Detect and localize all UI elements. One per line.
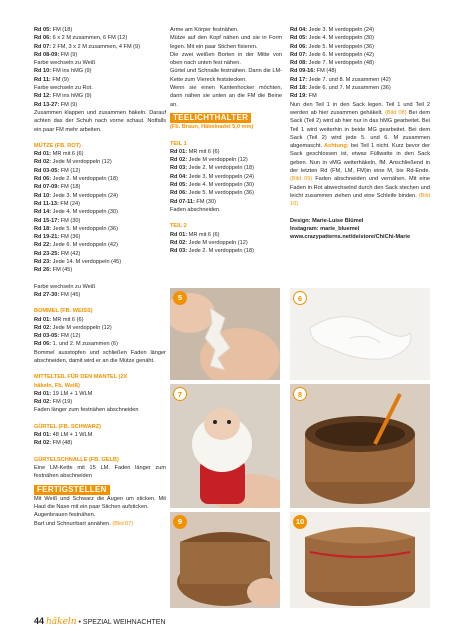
round-text: FM (48): [315, 68, 337, 75]
round-instruction: [34, 316, 166, 324]
round-label: Rd 07-09:: [34, 184, 60, 191]
photo-step-10: [290, 512, 430, 608]
rounds-list: [34, 26, 166, 109]
round-text: FM (30): [59, 217, 81, 224]
round-text: Farbe wechseln zu Rot.: [34, 85, 93, 92]
section-heading-teil2: TEIL 2: [170, 223, 187, 230]
round-text: Jede 2. M verdoppeln (18): [51, 176, 118, 183]
page-footer: [34, 616, 166, 628]
round-instruction: [34, 158, 166, 166]
round-text: Jede 6. M verdoppeln (42): [307, 51, 374, 58]
instruction-text: Augenbrauen festnähen.: [34, 512, 96, 519]
section-subheading: (Fb. Braun, Häkelnadel 5,0 mm): [170, 124, 254, 131]
instruction-paragraph: Arme am Körper festnähen.: [170, 27, 239, 33]
designer-credit: Design: Marie-Luise Blümel: [290, 217, 364, 224]
round-text: MR mit 6 (6): [51, 316, 84, 323]
round-instruction: [34, 51, 166, 59]
round-text: Jede 6. und 7. M zusammen (36): [307, 85, 391, 92]
round-text: FM (24): [58, 200, 81, 207]
warning-label: Achtung:: [322, 143, 349, 150]
round-instruction: [170, 231, 282, 239]
round-instruction: [34, 59, 166, 67]
round-instruction: [290, 59, 430, 67]
round-label: Rd 12:: [34, 93, 52, 100]
round-text: FM: [307, 93, 317, 100]
step-number-badge: 5: [173, 291, 187, 305]
round-label: Rd 23:: [34, 259, 52, 266]
round-label: Rd 06:: [34, 35, 52, 42]
round-instruction: [290, 92, 430, 100]
round-label: Rd 02:: [170, 157, 188, 164]
round-text: FM ins hMG (9): [51, 93, 92, 100]
round-instruction: [34, 250, 166, 258]
round-label: Rd 05:: [34, 27, 52, 33]
round-instruction: [34, 67, 166, 75]
round-instruction: [34, 26, 166, 34]
instruction-text: Faden länger zum festnähen abschneiden: [34, 407, 139, 414]
round-label: Rd 18:: [290, 85, 308, 92]
round-label: Rd 07:: [34, 43, 52, 50]
round-text: Jede 4. M verdoppeln (30): [187, 182, 254, 189]
round-text: Jede 7. und 8. M zusammen (42): [307, 76, 391, 83]
round-label: Rd 01:: [34, 316, 52, 323]
store-link[interactable]: www.crazypatterns.net/de/store/ChiChi-Marie: [290, 234, 411, 241]
round-label: Rd 08-09:: [34, 51, 60, 58]
round-text: 6 x 2 M zusammen, 6 FM (12): [51, 35, 128, 42]
teelight-holder-photo: [290, 512, 430, 608]
round-instruction: [290, 84, 430, 92]
step-number-badge: 7: [173, 387, 187, 401]
round-text: Jede 2. M verdoppeln (18): [187, 165, 254, 172]
round-label: Rd 02:: [34, 324, 52, 331]
instruction-text: Faden abschneiden.: [170, 206, 221, 213]
instruction-paragraph: Zusammen klappen und zusammen häkeln. Darauf achten das der Schuh nach vorne schaut. Notfalls ein paar FM mehr arbeiten.: [34, 109, 166, 133]
round-instruction: [34, 283, 166, 291]
instruction-paragraph: Mit Weiß und Schwarz die Augen um sticken. Mit Haut die Nase mit ein paar Stichen aufsticken.: [34, 495, 166, 511]
rounds-list: [34, 431, 166, 448]
round-instruction: [170, 198, 282, 206]
round-label: Rd 03-05:: [34, 167, 60, 174]
photo-step-7: [170, 384, 280, 508]
round-label: Rd 03:: [170, 165, 188, 172]
round-label: Rd 05:: [170, 182, 188, 189]
round-instruction: [34, 175, 166, 183]
image-reference: (Bild 07): [110, 520, 134, 527]
round-label: Rd 08:: [290, 60, 308, 67]
round-instruction: [170, 239, 282, 247]
round-text: 19 LM + 1 WLM: [51, 390, 93, 397]
round-label: Rd 07:: [290, 51, 308, 58]
round-label: Rd 09-16:: [290, 68, 316, 75]
round-text: Jede M verdoppeln (12): [187, 239, 248, 246]
section-heading-mittelteil: MITTELTEIL FÜR DEN MANTEL (2X: [34, 374, 128, 381]
round-instruction: [34, 266, 166, 274]
round-text: Jede 5. M verdoppeln (36): [51, 225, 118, 232]
round-label: Rd 04:: [290, 27, 308, 33]
round-label: Rd 06:: [170, 190, 188, 197]
step-number-badge: 8: [293, 387, 307, 401]
crochet-photo-5: [170, 288, 280, 380]
crochet-photo-6: [290, 288, 430, 380]
round-text: Farbe wechseln zu Weiß: [34, 60, 96, 67]
round-text: Jede 3. M verdoppeln (24): [307, 27, 374, 33]
photo-step-6: [290, 288, 430, 380]
round-instruction: [290, 43, 430, 51]
round-instruction: [34, 390, 166, 398]
round-instruction: [290, 26, 430, 34]
photo-step-8: [290, 384, 430, 508]
instruction-paragraph: Gürtel und Schnalle festnähen. Dann die LM-Kette zum Viereck feststecken.: [170, 68, 282, 83]
photo-step-5: [170, 288, 280, 380]
instruction-paragraph: Nun den Teil 1 in den Sack legen. Teil 1 und Teil 2 werden ab hier zusammen gehäkelt. (Bild 08) Bei dem Sack (Teil 2) wird ab hier nur in das hMG gearbeitet. Bei Teil 1 wird weiterhin in beide MG gearbeitet. Bei dem Sack (Teil 2) wird jede 5. und 6. M zusammen abgemascht. Achtung: bei Teil 1 nicht. Kurz bevor der Sack geschlossen ist, etwas Füllwatte in den Sack geben. Nun in vMG weiterhäkeln, fM. Anschließend in der letzten Rd (FM, LM, FM)in eine M, bis Rd-Ende. (Bild 09) Faden abschneiden und vernähen. Mit eine Faden in Rot abwechselnd durch den Sack stechen und leicht zusammen ziehen und eine Schleife binden. (Bild 10): [290, 101, 430, 208]
round-text: Farbe wechseln zu Weiß: [34, 283, 96, 290]
section-heading-mittelteil-2: häkeln, Fb. Weiß): [34, 382, 80, 389]
round-label: Rd 26:: [34, 267, 52, 274]
rounds-list: [34, 316, 166, 349]
round-label: Rd 02:: [34, 159, 52, 166]
round-instruction: [170, 181, 282, 189]
round-text: Jede 7. M verdoppeln (48): [307, 60, 374, 67]
round-instruction: [34, 233, 166, 241]
round-text: Jede 5. M verdoppeln (36): [187, 190, 254, 197]
round-instruction: [34, 150, 166, 158]
instruction-paragraph: Bommel ausstopfen und schließen Faden länger abschneiden, damit wird er an die Mütze genäht.: [34, 349, 166, 364]
section-badge-teelicht: TEELICHTHALTER: [170, 113, 251, 123]
round-text: FM (36): [59, 234, 81, 241]
round-instruction: [170, 189, 282, 197]
round-label: Rd 05:: [290, 35, 308, 42]
round-label: Rd 04:: [170, 173, 188, 180]
round-instruction: [34, 225, 166, 233]
page-number: 44: [34, 616, 45, 626]
instruction-paragraph: Die zwei weißen Borten in der Mitte von oben nach unten fest nähen.: [170, 51, 282, 67]
round-instruction: [34, 167, 166, 175]
round-label: Rd 13-27:: [34, 101, 60, 108]
round-text: Jede 6. M verdoppeln (42): [51, 242, 118, 249]
round-label: Rd 18:: [34, 225, 52, 232]
rounds-list: [34, 283, 166, 300]
brown-pot-photo: [290, 384, 430, 508]
round-label: Rd 15-17:: [34, 217, 60, 224]
round-text: FM (12): [59, 333, 81, 340]
section-badge-fertigstellen: FERTIGSTELLEN: [34, 485, 110, 495]
photo-step-9: [170, 512, 280, 608]
step-number-badge: 9: [173, 515, 187, 529]
round-label: Rd 11-13:: [34, 200, 59, 207]
round-instruction: [290, 67, 430, 75]
round-text: MR mit 6 (6): [187, 148, 220, 155]
round-instruction: [34, 217, 166, 225]
round-label: Rd 11:: [34, 76, 51, 83]
round-label: Rd 14:: [34, 209, 52, 216]
section-heading-muetze: MÜTZE (FB. ROT): [34, 142, 81, 149]
instruction-text: Bart und Schnurrbart annähen. (Bild 07): [34, 520, 134, 527]
round-text: Jede 4. M verdoppeln (30): [51, 209, 118, 216]
image-reference: (Bild 09): [290, 176, 313, 183]
round-instruction: [34, 398, 166, 406]
round-text: FM (48): [51, 440, 73, 447]
round-instruction: [34, 439, 166, 447]
round-text: Jede 5. M verdoppeln (36): [307, 43, 374, 50]
rounds-list: [170, 148, 282, 206]
round-text: Jede M verdoppeln (12): [51, 159, 112, 166]
round-text: 1. und 2. M zusammen (6): [51, 341, 118, 348]
section-heading-teil1: TEIL 1: [170, 140, 187, 147]
round-text: MR mit 6 (6): [187, 231, 220, 238]
round-instruction: [290, 76, 430, 84]
round-label: Rd 01:: [34, 390, 52, 397]
magazine-brand: häkeln: [45, 617, 77, 627]
round-instruction: [170, 156, 282, 164]
instruction-paragraph: Eine LM-Kette mit 15 LM. Faden länger zum festnähen abschneiden: [34, 464, 166, 480]
round-label: Rd 01:: [34, 151, 52, 158]
round-text: FM (9): [59, 101, 78, 108]
round-instruction: [34, 76, 166, 84]
round-instruction: [34, 183, 166, 191]
round-text: FM (45): [51, 267, 73, 274]
round-label: Rd 10:: [34, 192, 52, 199]
round-label: Rd 03:: [170, 248, 188, 255]
round-label: Rd 01:: [170, 148, 188, 155]
round-instruction: [170, 173, 282, 181]
round-text: FM (12): [59, 167, 81, 174]
round-text: FM (42): [59, 250, 81, 257]
section-heading-schnalle: GÜRTELSCHNALLE (FB. GELB): [34, 456, 119, 463]
round-label: Rd 06:: [290, 43, 308, 50]
round-label: Rd 23-25:: [34, 250, 60, 257]
rounds-list: [34, 150, 166, 274]
round-text: Jede M verdoppeln (12): [51, 324, 112, 331]
column-right: [290, 26, 430, 241]
rounds-list: [290, 26, 430, 101]
section-heading-guertel: GÜRTEL (FB. SCHWARZ): [34, 423, 102, 430]
brown-pot-photo: [170, 512, 280, 608]
round-label: Rd 02:: [34, 440, 52, 447]
round-label: Rd 19-21:: [34, 234, 60, 241]
round-instruction: [34, 324, 166, 332]
round-text: FM (18): [51, 27, 73, 33]
round-instruction: [34, 92, 166, 100]
round-text: FM (18): [59, 184, 81, 191]
column-middle: [170, 26, 282, 255]
step-number-badge: 6: [293, 291, 307, 305]
column-left: [34, 26, 166, 528]
round-label: Rd 02:: [34, 399, 52, 406]
round-label: Rd 01:: [34, 432, 52, 439]
round-label: Rd 07-11:: [170, 198, 195, 205]
round-label: Rd 06:: [34, 176, 52, 183]
round-instruction: [34, 192, 166, 200]
round-text: Jede 2. M verdoppeln (18): [187, 248, 254, 255]
round-text: FM (19): [51, 399, 73, 406]
round-text: Jede M verdoppeln (12): [187, 157, 248, 164]
round-text: Jede 3. M verdoppeln (24): [187, 173, 254, 180]
instruction-paragraph: Wenn sie einen Kantenhocker möchten, dann nähen sie unten an die FM die Beine an.: [170, 85, 282, 108]
round-label: Rd 01:: [170, 231, 188, 238]
round-text: Jede 4. M verdoppeln (30): [307, 35, 374, 42]
round-instruction: [34, 291, 166, 299]
round-text: FM (45): [59, 291, 81, 298]
round-instruction: [34, 208, 166, 216]
round-label: Rd 06:: [34, 341, 52, 348]
rounds-list: [170, 231, 282, 256]
round-instruction: [34, 332, 166, 340]
round-label: Rd 22:: [34, 242, 52, 249]
section-label: • SPEZIAL WEIHNACHTEN: [76, 619, 166, 626]
round-text: 2 FM, 3 x 2 M zusammen, 4 FM (9): [51, 43, 141, 50]
round-text: FM ins hMG (9): [51, 68, 92, 75]
round-text: 48 LM + 1 WLM: [51, 432, 93, 439]
round-instruction: [170, 164, 282, 172]
instagram-credit: Instagram: marie_bluemel: [290, 225, 360, 232]
round-label: Rd 27-30:: [34, 291, 60, 298]
image-reference: (Bild 08): [382, 109, 407, 116]
round-instruction: [170, 247, 282, 255]
round-instruction: [170, 148, 282, 156]
round-text: FM (9): [59, 51, 78, 58]
round-instruction: [290, 34, 430, 42]
image-reference: (Bild 10): [290, 192, 430, 208]
round-label: Rd 03-05:: [34, 333, 60, 340]
round-text: Jede 3. M verdoppeln (24): [51, 192, 118, 199]
round-instruction: [34, 34, 166, 42]
round-label: Rd 10:: [34, 68, 52, 75]
round-label: Rd 17:: [290, 76, 308, 83]
round-instruction: [34, 84, 166, 92]
santa-figure-photo: [170, 384, 280, 508]
round-text: FM (9): [50, 76, 69, 83]
round-text: Jede 14. M verdoppeln (45): [51, 259, 122, 266]
round-label: Rd 19:: [290, 93, 308, 100]
round-instruction: [34, 431, 166, 439]
round-text: MR mit 6 (6): [51, 151, 84, 158]
round-instruction: [290, 51, 430, 59]
round-instruction: [34, 241, 166, 249]
round-instruction: [34, 258, 166, 266]
round-label: Rd 02:: [170, 239, 188, 246]
round-text: FM (30): [194, 198, 217, 205]
section-heading-bommel: BOMMEL (FB. WEISS): [34, 308, 93, 315]
instruction-paragraph: Mütze auf den Kopf nähen und sie in Form legen. Mit ein paar Stichen fixieren.: [170, 35, 282, 50]
round-instruction: [34, 200, 166, 208]
round-instruction: [34, 43, 166, 51]
step-number-badge: 10: [293, 515, 307, 529]
round-instruction: [34, 101, 166, 109]
rounds-list: [34, 390, 166, 407]
round-instruction: [34, 340, 166, 348]
